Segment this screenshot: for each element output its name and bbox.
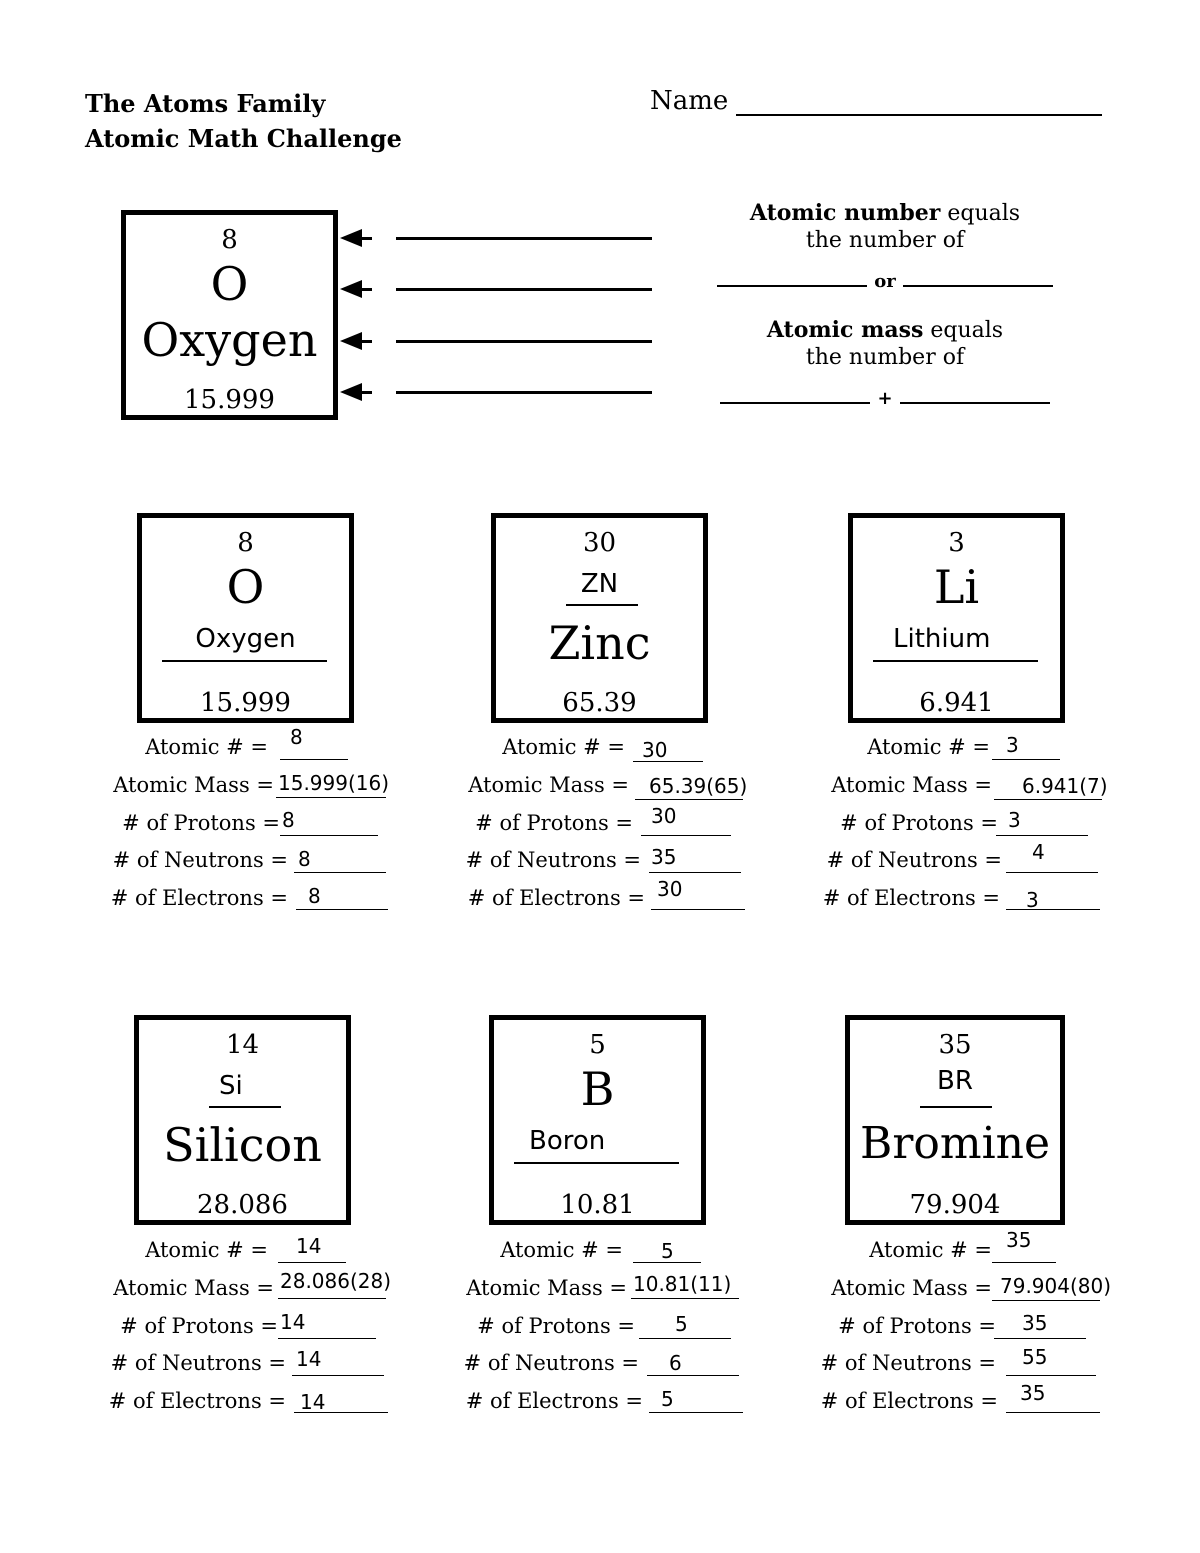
electrons-label: # of Electrons = (467, 886, 645, 910)
neutrons-label: # of Neutrons = (463, 1351, 639, 1375)
atomic-num-answer[interactable]: 35 (1006, 1228, 1032, 1252)
neutrons-answer[interactable]: 14 (296, 1347, 322, 1371)
electrons-label: # of Electrons = (465, 1389, 643, 1413)
atomic-mass: 15.999 (200, 688, 291, 718)
element-card-bromine (845, 1015, 1065, 1225)
blank-field[interactable] (903, 284, 1053, 287)
electrons-label: # of Electrons = (108, 1389, 286, 1413)
atomic-mass-label: Atomic Mass = (468, 773, 629, 797)
element-symbol: BR (937, 1066, 973, 1096)
atomic-number-blanks (680, 267, 1090, 295)
atomic-num-answer[interactable]: 30 (642, 738, 668, 762)
atomic-number: 8 (237, 528, 254, 558)
electrons-answer[interactable]: 30 (657, 877, 683, 901)
atomic-mass-label: Atomic Mass = (113, 1276, 274, 1300)
def2-bold: Atomic mass (766, 317, 924, 343)
element-symbol: ZN (580, 569, 619, 599)
element-symbol: B (580, 1062, 615, 1116)
def1-bold: Atomic number (749, 200, 941, 226)
neutrons-answer[interactable]: 6 (669, 1351, 682, 1375)
neutrons-label: # of Neutrons = (465, 848, 641, 872)
atomic-num-label: Atomic # = (500, 1238, 623, 1262)
atomic-mass-blanks (680, 384, 1090, 412)
atomic-mass-label: Atomic Mass = (466, 1276, 627, 1300)
protons-answer[interactable]: 8 (282, 808, 295, 832)
element-name: Silicon (163, 1118, 322, 1172)
electrons-answer[interactable]: 8 (308, 884, 321, 908)
protons-label: # of Protons = (475, 811, 633, 835)
atomic-mass-answer[interactable]: 65.39(65) (649, 774, 748, 798)
atomic-mass: 28.086 (197, 1190, 288, 1220)
electrons-label: # of Electrons = (820, 1389, 998, 1413)
neutrons-answer[interactable]: 55 (1022, 1345, 1048, 1369)
atomic-num-label: Atomic # = (145, 735, 268, 759)
atomic-num-answer[interactable]: 5 (661, 1239, 674, 1263)
worksheet-subtitle: Atomic Math Challenge (85, 124, 402, 153)
neutrons-answer[interactable]: 4 (1032, 840, 1045, 864)
element-name: Lithium (893, 624, 991, 654)
def1-rest: equals (940, 201, 1021, 226)
atomic-mass-answer[interactable]: 28.086(28) (280, 1269, 392, 1293)
diagram-element-card (121, 210, 338, 420)
neutrons-label: # of Neutrons = (112, 848, 288, 872)
blank-field[interactable] (720, 401, 870, 404)
element-name: Zinc (548, 616, 651, 670)
element-symbol: O (226, 560, 265, 614)
diagram-name: Oxygen (141, 313, 318, 367)
atomic-number: 3 (948, 528, 965, 558)
def1-joiner: or (874, 271, 896, 292)
atomic-mass: 10.81 (560, 1190, 635, 1220)
def1-line2: the number of (805, 228, 965, 253)
atomic-mass: 65.39 (562, 688, 637, 718)
arrow-head (340, 383, 362, 401)
diagram-symbol: O (210, 257, 249, 311)
atomic-mass-answer[interactable]: 15.999(16) (278, 771, 390, 795)
atomic-mass-label: Atomic Mass = (113, 773, 274, 797)
electrons-answer[interactable]: 14 (300, 1390, 326, 1414)
electrons-answer[interactable]: 5 (661, 1387, 674, 1411)
atomic-num-label: Atomic # = (502, 735, 625, 759)
arrow-head (340, 229, 362, 247)
atomic-mass-answer[interactable]: 6.941(7) (1022, 774, 1108, 798)
protons-label: # of Protons = (840, 811, 998, 835)
element-card-silicon (134, 1015, 351, 1225)
questions-zinc (445, 735, 765, 915)
element-card-boron (489, 1015, 706, 1225)
protons-label: # of Protons = (477, 1314, 635, 1338)
protons-answer[interactable]: 3 (1008, 808, 1021, 832)
atomic-mass-definition (680, 317, 1090, 371)
protons-label: # of Protons = (122, 811, 280, 835)
neutrons-answer[interactable]: 8 (298, 847, 311, 871)
atomic-number: 35 (938, 1030, 972, 1060)
protons-label: # of Protons = (838, 1314, 996, 1338)
def2-line2: the number of (805, 345, 965, 370)
element-name: Oxygen (195, 624, 296, 654)
protons-answer[interactable]: 30 (651, 804, 677, 828)
electrons-label: # of Electrons = (822, 886, 1000, 910)
atomic-num-label: Atomic # = (869, 1238, 992, 1262)
worksheet-title: The Atoms Family (85, 89, 326, 118)
diagram-mass: 15.999 (184, 385, 275, 415)
protons-label: # of Protons = (120, 1314, 278, 1338)
questions-bromine (800, 1228, 1120, 1418)
def2-joiner: + (877, 388, 893, 409)
atomic-mass-answer[interactable]: 10.81(11) (633, 1272, 732, 1296)
atomic-number: 30 (582, 528, 617, 558)
blank-field[interactable] (717, 284, 867, 287)
atomic-mass-label: Atomic Mass = (831, 1276, 992, 1300)
atomic-num-answer[interactable]: 8 (290, 725, 303, 749)
atomic-number-definition (680, 200, 1090, 254)
diagram-atomic-number: 8 (221, 225, 238, 255)
electrons-label: # of Electrons = (110, 886, 288, 910)
arrow-head (340, 332, 362, 350)
atomic-num-label: Atomic # = (145, 1238, 268, 1262)
atomic-num-label: Atomic # = (867, 735, 990, 759)
atomic-mass: 6.941 (919, 688, 994, 718)
questions-silicon (88, 1234, 408, 1418)
protons-answer[interactable]: 5 (675, 1312, 688, 1336)
electrons-answer[interactable]: 35 (1020, 1381, 1046, 1405)
neutrons-label: # of Neutrons = (826, 848, 1002, 872)
atomic-mass: 79.904 (909, 1190, 1001, 1220)
element-card-zinc (491, 513, 708, 723)
element-name: Boron (529, 1126, 606, 1156)
atomic-number: 5 (589, 1030, 606, 1060)
blank-field[interactable] (900, 401, 1050, 404)
name-label: Name (650, 86, 729, 116)
protons-answer[interactable]: 35 (1022, 1311, 1048, 1335)
element-name: Bromine (859, 1118, 1051, 1169)
element-card-lithium (848, 513, 1065, 723)
questions-oxygen (90, 725, 410, 915)
atomic-number: 14 (225, 1030, 260, 1060)
atomic-mass-answer[interactable]: 79.904(80) (1000, 1274, 1112, 1298)
element-symbol: Si (219, 1071, 243, 1101)
element-card-oxygen (137, 513, 354, 723)
questions-boron (443, 1238, 763, 1418)
atomic-num-answer[interactable]: 14 (296, 1234, 322, 1258)
arrow-head (340, 280, 362, 298)
name-field[interactable] (736, 114, 1102, 116)
electrons-answer[interactable]: 3 (1026, 888, 1039, 912)
protons-answer[interactable]: 14 (280, 1310, 306, 1334)
neutrons-label: # of Neutrons = (110, 1351, 286, 1375)
neutrons-label: # of Neutrons = (820, 1351, 996, 1375)
neutrons-answer[interactable]: 35 (651, 845, 677, 869)
atomic-mass-label: Atomic Mass = (831, 773, 992, 797)
def2-rest: equals (923, 318, 1004, 343)
element-symbol: Li (933, 560, 980, 614)
atomic-num-answer[interactable]: 3 (1006, 733, 1019, 757)
questions-lithium (800, 735, 1120, 915)
